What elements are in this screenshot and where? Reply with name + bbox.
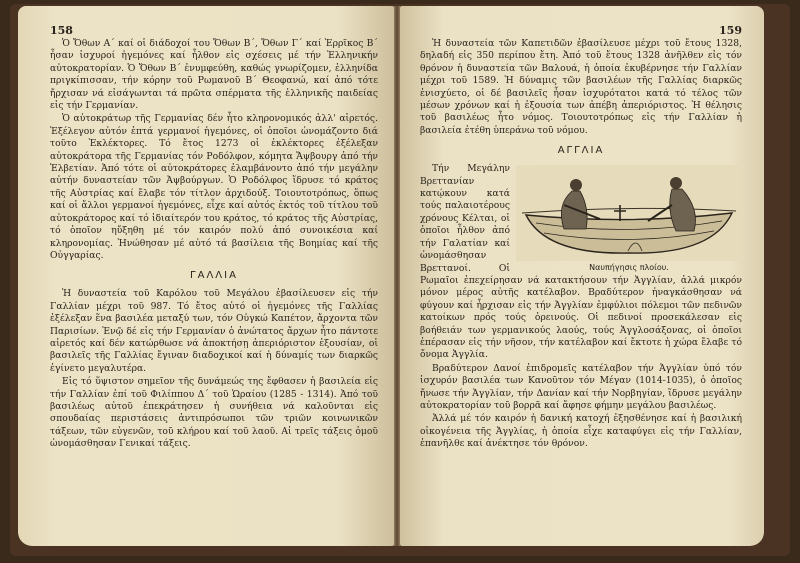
figure-caption: Ναυπήγησις πλοίου. — [589, 263, 669, 273]
right-page — [400, 6, 764, 546]
paragraph: Ὁ Ὄθων Α΄ καί οἱ διάδοχοί του Ὄθων Β΄, Ὄθων Γ΄ καί Ἐρρῖκος Β΄ ἦσαν ἰσχυροί ἡγεμόνες καί ἦλθον εἰς σχέσεις μέ τήν Ἑλληνικήν αὐτοκρατορίαν. Ὁ Ὄθων Β΄ ἐνυμφεύθη, καθώς γνωρίζομεν, ἑλληνίδα πριγκίπισσαν, τήν κόρην τοῦ Ρωμανοῦ Β΄ Θεοφανώ, καί ἀπό τότε ἤρχισαν νά εἰσάγωνται τά πρῶτα σπέρματα τῆς ἑλληνικῆς παιδείας εἰς τήν Γερμανίαν. — [50, 38, 378, 112]
ship-building-figure — [516, 165, 742, 272]
section-heading-gallia: ΓΑΛΛΙΑ — [190, 270, 238, 282]
paragraph: Εἰς τό ὕψιστον σημεῖον τῆς δυνάμεώς της ἔφθασεν ἡ βασιλεία εἰς τήν Γαλλίαν ἐπί τοῦ Φιλίππου Δ΄ τοῦ Ὡραίου (1285 - 1314). Ἀπό τοῦ βασιλέως αὐτοῦ ἐπεκράτησεν ἡ συνήθεια νά καλοῦνται εἰς σπουδαίας περιστάσεις ἀντιπρόσωποι τῶν τριῶν κοινωνικῶν τάξεων, τῶν εὐγενῶν, τοῦ κλήρου καί τοῦ λαοῦ. Αἱ τρεῖς τάξεις ὁμοῦ ὠνομάσθησαν Γενικαί τάξεις. — [50, 376, 378, 450]
paragraph: Ἡ δυναστεία τῶν Καπετιδῶν ἐβασίλευσε μέχρι τοῦ ἔτους 1328, δηλαδή εἰς 350 περίπου ἔτη. Ἀπό τοῦ ἔτους 1328 ἀνῆλθεν εἰς τόν θρόνον ἡ δυναστεία τῶν Βαλουά, ἡ ὁποία ἐκυβέρνησε τήν Γαλλίαν μέχρι τοῦ 1589. Ἡ δύναμις τῶν βασιλέων τῆς Γαλλίας διαρκῶς ἐνισχύετο, οἱ δέ βασιλεῖς ἦσαν ἰσχυρότατοι κατά τό τέλος τῶν μέσων χρόνων καί ἡ ἐξουσία των ἀπέβη ἀπεριόριστος. Ἡ θέλησις τοῦ βασιλέως ἦτο νόμος. Τοιουτοτρόπως εἰς τήν Γαλλίαν ἡ βασιλεία ἐτέθη ὑπεράνω τοῦ νόμου. — [420, 38, 742, 136]
paragraph: Ὁ αὐτοκράτωρ τῆς Γερμανίας δέν ἦτο κληρονομικός ἀλλ' αἱρετός. Ἐξέλεγον αὐτόν ἑπτά γερμανοί ἡγεμόνες, οἱ ὁποῖοι ὠνομάζοντο διά τοῦτο Ἐκλέκτορες. Τό ἔτος 1273 οἱ ἐκλέκτορες ἐξέλεξαν αὐτοκράτορα τῆς Γερμανίας τόν Ροδόλφον, κόμητα Ἄψβουργ ἀπό τήν Ἑλβετίαν. Ἀπό τότε οἱ αὐτοκράτορες ἐλαμβάνοντο ἀπό τήν μεγάλην αὐτήν δυναστείαν τῶν Ἀψβούργων. Ὁ Ροδόλφος ἵδρυσε τό κράτος τῆς Αὐστρίας καί ἔλαβε τόν τίτλον ἀρχιδούξ. Τοιουτοτρόπως, ὅπως καί οἱ ἄλλοι γερμανοί ἡγεμόνες, εἶχε καί αὐτός ἐκτός τοῦ τίτλου τοῦ αὐτοκράτορος καί τό ἰδιαίτερόν του κράτος, τό κράτος τῆς Αὐστρίας, τό ὁποῖον ηὔξηθη μέ τόν καιρόν πολύ ἀπό συνοικέσια καί κληρονομίας. Ἡνώθησαν μέ αὐτό τά βασίλεια τῆς Βοημίας καί τῆς Οὐγγαρίας. — [50, 113, 378, 261]
paragraph: Ἀλλά μέ τόν καιρόν ἡ δανική κατοχή ἐξησθένησε καί ἡ βασιλική οἰκογένεια τῆς Ἀγγλίας, ἡ ὁποία εἶχε καταφύγει εἰς τήν Γαλλίαν, ἐπανῆλθε καί ἀνέκτησε τόν θρόνον. — [420, 413, 742, 450]
section-heading-anglia: ΑΓΓΛΙΑ — [557, 145, 605, 157]
paragraph: Βραδύτερον Δανοί ἐπιδρομεῖς κατέλαβον τήν Ἀγγλίαν ὑπό τόν ἰσχυρόν βασιλέα των Κανοῦτον τόν Μέγαν (1014-1035), ὁ ὁποῖος ἤνωσε τήν Ἀγγλίαν, τήν Δανίαν καί τήν Νορβηγίαν, ἵδρυσε μεγάλην αὐτοκρατορίαν τοῦ βορρᾶ καί ἄφησε φήμην μεγάλου βασιλέως. — [420, 362, 742, 411]
page-number-right: 159 — [719, 24, 742, 37]
ship-building-illustration-icon — [516, 165, 742, 261]
left-page — [18, 6, 394, 546]
page-number-left: 158 — [50, 24, 73, 37]
paragraph: Ἡ δυναστεία τοῦ Καρόλου τοῦ Μεγάλου ἐβασίλευσεν εἰς τήν Γαλλίαν μέχρι τοῦ 987. Τό ἔτος αὐτό οἱ ἡγεμόνες τῆς Γαλλίας ἐξέλεξαν ἕνα βασιλέα μεταξύ των, τόν Οὑγκώ Καπέτον, ἄρχοντα τῶν Παρισίων. Ἐνῷ δέ εἰς τήν Γερμανίαν ὁ ἀνώτατος ἄρχων ἦτο πάντοτε αἱρετός καί δέν κατώρθωσε νά ἀποκτήσῃ ἀπεριόριστον ἐξουσίαν, οἱ βασιλεῖς τῆς Γαλλίας ἔγιναν διαδοχικοί καί ἡ δύναμίς των διαρκῶς ἐγίνετο μεγαλυτέρα. — [50, 288, 378, 374]
paragraph: Τήν Μεγάλην Βρεττανίαν κατῴκουν κατά τούς παλαιοτέρους χρόνους Κέλται, οἱ ὁποῖοι ἦλθον ἀπό τήν Γαλατίαν καί ὠνομάσθησαν Βρεττανοί. Οἱ Ρωμαῖοι ἐπεχείρησαν νά κατακτήσουν τήν Ἀγγλίαν, ἀλλά μικρόν μόνον μέρος αὐτῆς κατέλαβον. Βραδύτερον ἠναγκάσθησαν νά φύγουν καί ἦρχισαν εἰς τήν Ἀγγλίαν ἐμφύλιοι πόλεμοι τῶν πεδινῶν κατοίκων πρός τούς ὀρεινούς. Οἱ πεδινοί προσεκάλεσαν εἰς βοήθειάν των γερμανικούς λαούς, τούς Ἀγγλοσάξονας, οἱ ὁποῖοι ἐπέρασαν εἰς τήν νῆσον, τήν κατέλαβον καί ἔκτοτε ἡ χώρα ἔλαβε τό ὄνομα Ἀγγλία. — [420, 163, 742, 361]
